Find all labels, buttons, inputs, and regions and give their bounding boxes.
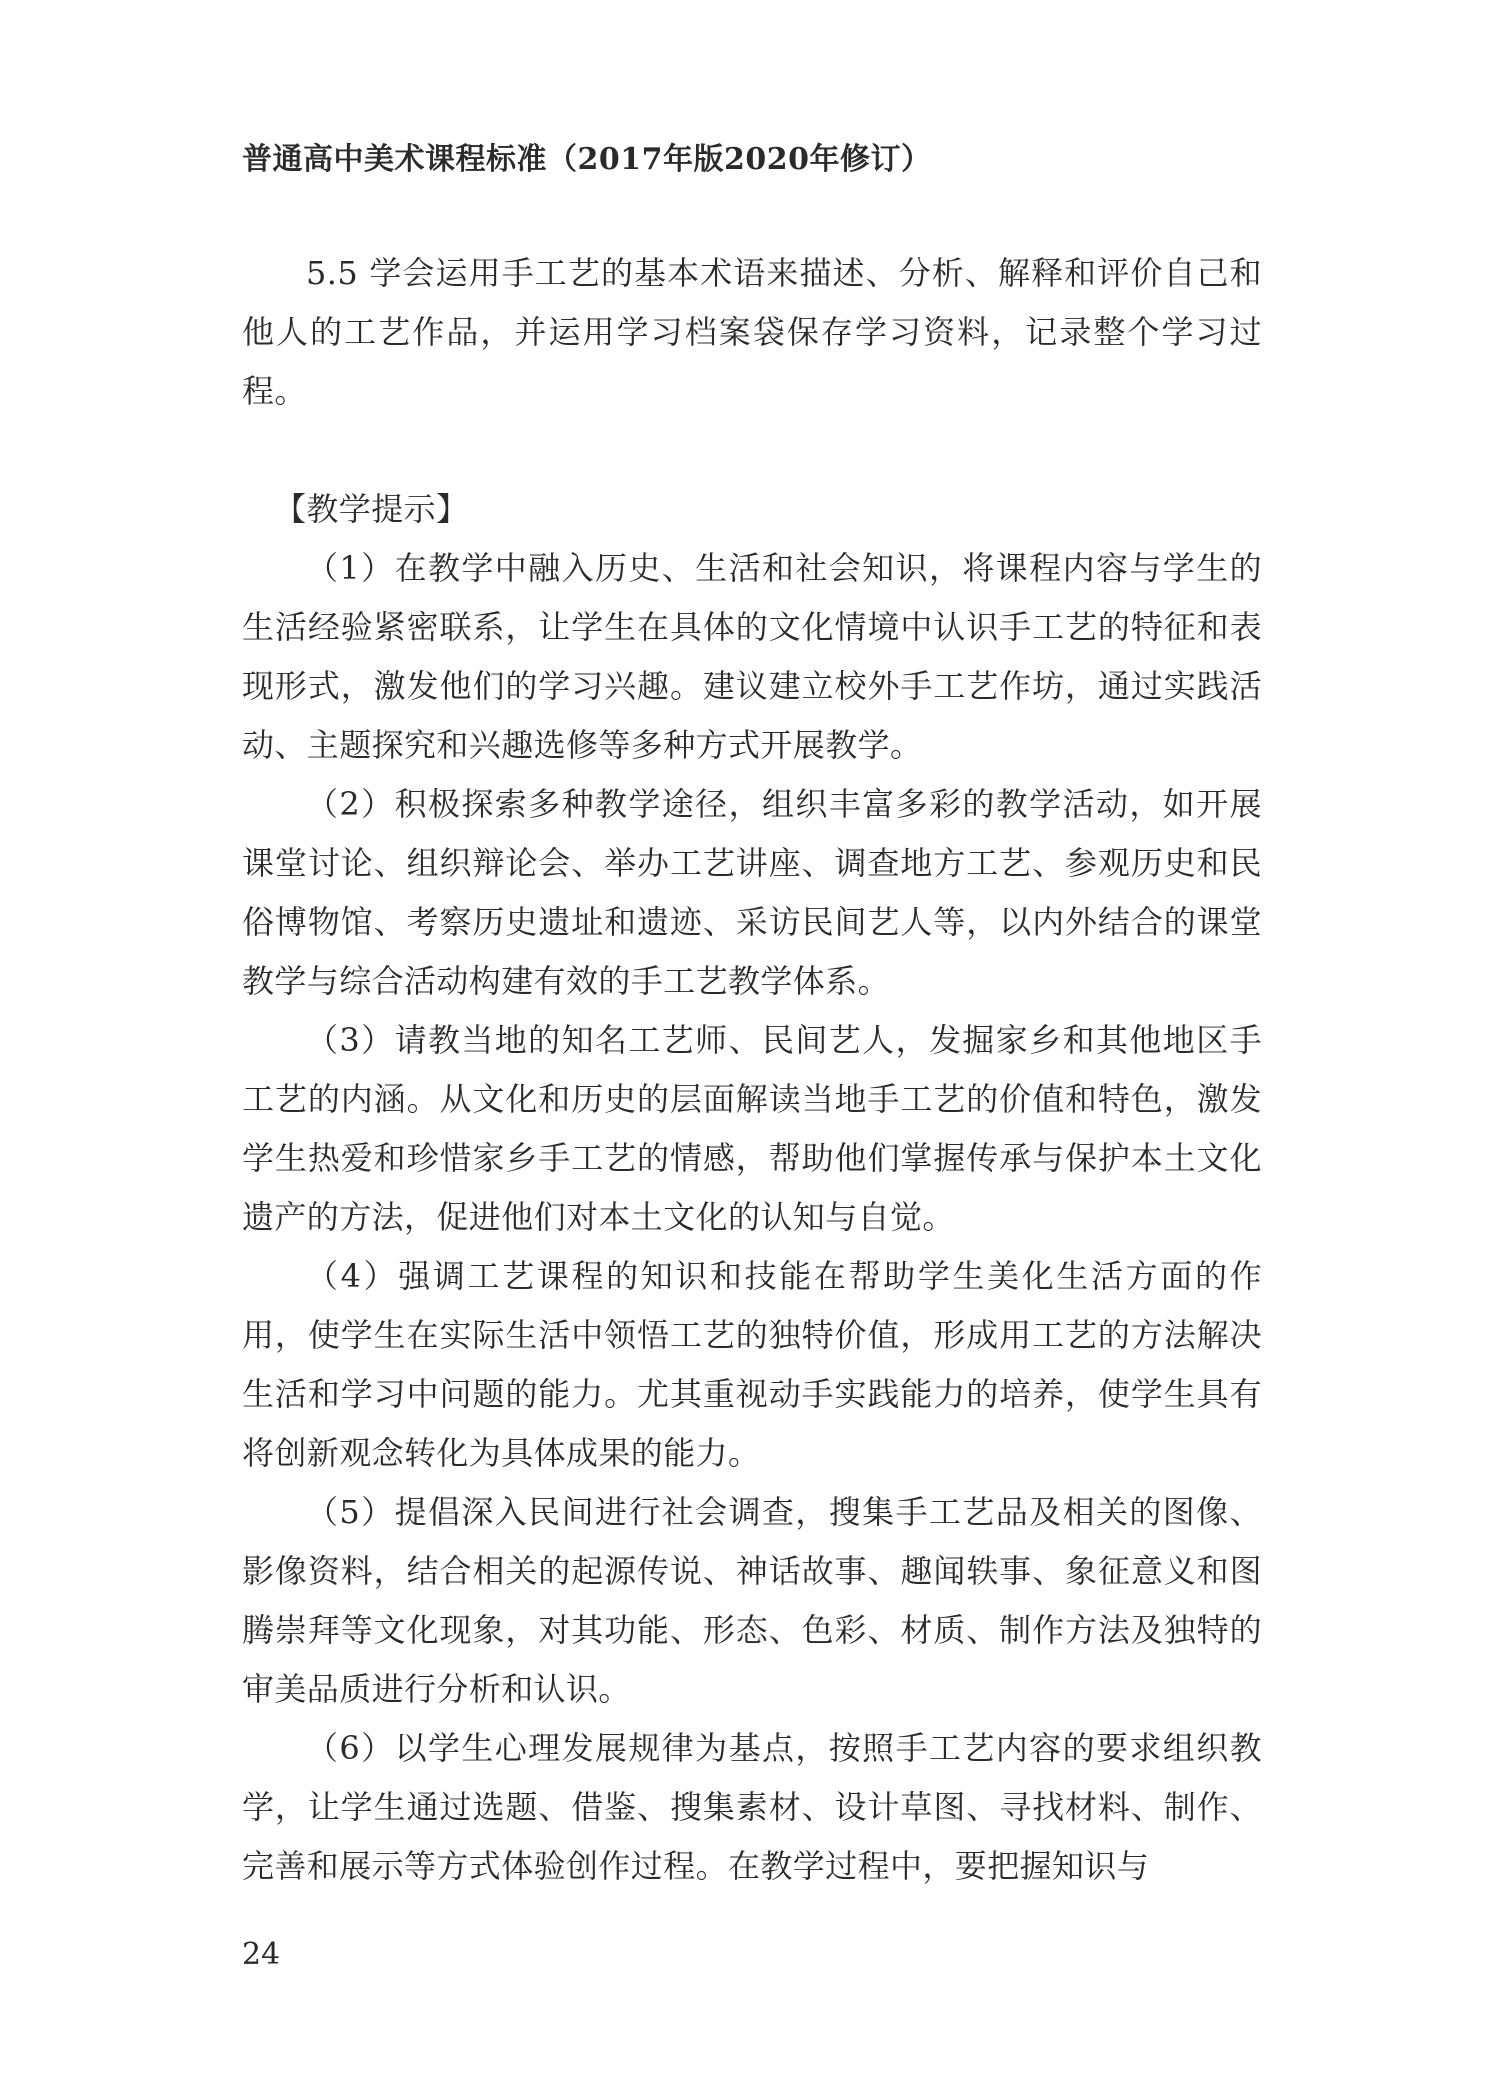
paragraph-tip-2: （2）积极探索多种教学途径，组织丰富多彩的教学活动，如开展课堂讨论、组织辩论会、举办工艺讲座、调查地方工艺、参观历史和民俗博物馆、考察历史遗址和遗迹、采访民间艺人等，以内外结合的课堂教学与综合活动构建有效的手工艺教学体系。 [242,785,1262,1000]
paragraph-tip-5: （5）提倡深入民间进行社会调查，搜集手工艺品及相关的图像、影像资料，结合相关的起源传说、神话故事、趣闻轶事、象征意义和图腾崇拜等文化现象，对其功能、形态、色彩、材质、制作方法及独特的审美品质进行分析和认识。 [242,1493,1262,1708]
page-number: 24 [242,1937,281,1972]
paragraph-tip-3: （3）请教当地的知名工艺师、民间艺人，发掘家乡和其他地区手工艺的内涵。从文化和历史的层面解读当地手工艺的价值和特色，激发学生热爱和珍惜家乡手工艺的情感，帮助他们掌握传承与保护本土文化遗产的方法，促进他们对本土文化的认知与自觉。 [242,1021,1262,1236]
running-header: 普通高中美术课程标准（2017年版2020年修订） [242,142,932,177]
paragraph-item-5-5: 5.5 学会运用手工艺的基本术语来描述、分析、解释和评价自己和他人的工艺作品，并运用学习档案袋保存学习资料，记录整个学习过程。 [242,254,1262,410]
paragraph-tip-1: （1）在教学中融入历史、生活和社会知识，将课程内容与学生的生活经验紧密联系，让学生在具体的文化情境中认识手工艺的特征和表现形式，激发他们的学习兴趣。建议建立校外手工艺作坊，通过实践活动、主题探究和兴趣选修等多种方式开展教学。 [242,549,1262,764]
section-heading: 【教学提示】 [274,490,469,528]
paragraph-tip-6: （6）以学生心理发展规律为基点，按照手工艺内容的要求组织教学，让学生通过选题、借鉴、搜集素材、设计草图、寻找材料、制作、完善和展示等方式体验创作过程。在教学过程中，要把握知识与 [242,1729,1262,1885]
body-text [242,244,1262,1896]
paragraph-tip-4: （4）强调工艺课程的知识和技能在帮助学生美化生活方面的作用，使学生在实际生活中领悟工艺的独特价值，形成用工艺的方法解决生活和学习中问题的能力。尤其重视动手实践能力的培养，使学生具有将创新观念转化为具体成果的能力。 [242,1257,1262,1472]
